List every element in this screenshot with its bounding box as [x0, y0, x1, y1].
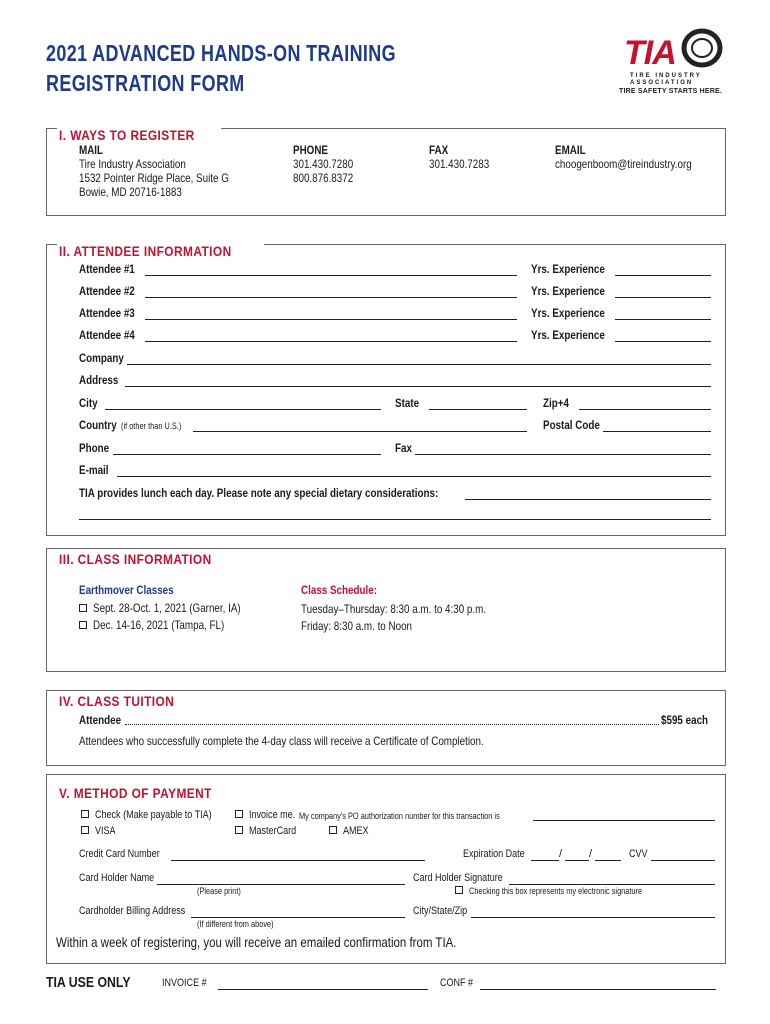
- if-different-note: (If different from above): [197, 919, 274, 929]
- section3-title: III. CLASS INFORMATION: [57, 551, 241, 567]
- attendee-3-field[interactable]: [145, 319, 517, 320]
- mail-block: [79, 143, 262, 199]
- country-note: (if other than U.S.): [121, 421, 182, 431]
- tia-use-only: TIA USE ONLY: [46, 974, 131, 991]
- mail-line1: Tire Industry Association: [79, 157, 186, 171]
- mail-label: MAIL: [79, 143, 104, 157]
- fax-field[interactable]: [415, 454, 711, 455]
- class-1-checkbox[interactable]: [79, 604, 87, 612]
- phone-label: PHONE: [293, 143, 329, 157]
- fax-label: FAX: [429, 143, 449, 157]
- check-label: Check (Make payable to TIA): [95, 809, 212, 821]
- cvv-field[interactable]: [651, 860, 715, 861]
- visa-checkbox[interactable]: [81, 826, 89, 834]
- cvv-label: CVV: [629, 848, 648, 860]
- dietary-label: TIA provides lunch each day. Please note any special dietary considerations:: [79, 486, 439, 500]
- yrs-exp-2-label: Yrs. Experience: [531, 284, 605, 298]
- fax-1: 301.430.7283: [429, 157, 490, 171]
- class-2-checkbox[interactable]: [79, 621, 87, 629]
- zip-label: Zip+4: [543, 396, 569, 410]
- email-label: EMAIL: [555, 143, 586, 157]
- expiration-year-field[interactable]: [595, 860, 621, 861]
- expiration-slash-2: /: [589, 848, 593, 860]
- earthmover-heading: Earthmover Classes: [79, 583, 174, 597]
- please-print-note: (Please print): [197, 886, 241, 896]
- conf-number-field[interactable]: [480, 989, 716, 990]
- mastercard-label: MasterCard: [249, 825, 297, 837]
- invoice-number-field[interactable]: [218, 989, 428, 990]
- phone-1: 301.430.7280: [293, 157, 354, 171]
- attendee-2-field[interactable]: [145, 297, 517, 298]
- mastercard-checkbox[interactable]: [235, 826, 243, 834]
- city-label: City: [79, 396, 98, 410]
- phone-field[interactable]: [113, 454, 381, 455]
- mail-line3: Bowie, MD 20716-1883: [79, 185, 182, 199]
- dietary-field-2[interactable]: [79, 519, 711, 520]
- invoice-checkbox[interactable]: [235, 810, 243, 818]
- company-field[interactable]: [127, 364, 711, 365]
- yrs-exp-3-field[interactable]: [615, 319, 711, 320]
- expiration-slash-1: /: [559, 848, 563, 860]
- section-class-tuition: [46, 690, 726, 766]
- yrs-exp-1-label: Yrs. Experience: [531, 262, 605, 276]
- schedule-line1: Tuesday–Thursday: 8:30 a.m. to 4:30 p.m.: [301, 602, 487, 616]
- city-state-zip-label: City/State/Zip: [413, 905, 468, 917]
- email-field[interactable]: [117, 476, 711, 477]
- conf-number-label: CONF #: [440, 977, 474, 989]
- section-ways-to-register: [46, 128, 726, 216]
- po-note: My company's PO authorization number for this transaction is: [299, 811, 500, 821]
- form-title-line1: 2021 ADVANCED HANDS-ON TRAINING: [46, 40, 397, 66]
- attendee-2-label: Attendee #2: [79, 284, 135, 298]
- mail-line2: 1532 Pointer Ridge Place, Suite G: [79, 171, 229, 185]
- postal-code-field[interactable]: [603, 431, 711, 432]
- section4-title: IV. CLASS TUITION: [57, 693, 197, 709]
- attendee-4-field[interactable]: [145, 341, 517, 342]
- email-1: choogenboom@tireindustry.org: [555, 157, 692, 171]
- country-field[interactable]: [193, 431, 527, 432]
- amex-label: AMEX: [343, 825, 369, 837]
- pay-visa-option[interactable]: [81, 825, 120, 837]
- holder-name-label: Card Holder Name: [79, 872, 155, 884]
- invoice-number-label: INVOICE #: [162, 977, 207, 989]
- pay-invoice-option[interactable]: [235, 809, 305, 821]
- yrs-exp-3-label: Yrs. Experience: [531, 306, 605, 320]
- tia-logo-assoc: [630, 73, 702, 87]
- city-field[interactable]: [105, 409, 381, 410]
- state-label: State: [395, 396, 420, 410]
- pay-amex-option[interactable]: [329, 825, 374, 837]
- yrs-exp-2-field[interactable]: [615, 297, 711, 298]
- address-field[interactable]: [125, 386, 711, 387]
- address-label: Address: [79, 373, 119, 387]
- pay-check-option[interactable]: [81, 809, 237, 821]
- email-block: [555, 143, 722, 171]
- tuition-dot-leader: [125, 724, 659, 725]
- schedule-heading: Class Schedule:: [301, 583, 378, 597]
- zip-field[interactable]: [579, 409, 711, 410]
- section-method-of-payment: [46, 774, 726, 929]
- attendee-1-label: Attendee #1: [79, 262, 135, 276]
- cc-number-field[interactable]: [171, 860, 425, 861]
- confirmation-note: Within a week of registering, you will receive an emailed confirmation from TIA.: [56, 934, 457, 950]
- attendee-3-label: Attendee #3: [79, 306, 135, 320]
- yrs-exp-4-label: Yrs. Experience: [531, 328, 605, 342]
- section1-title: I. WAYS TO REGISTER: [57, 127, 221, 143]
- attendee-4-label: Attendee #4: [79, 328, 135, 342]
- class-1-label: Sept. 28-Oct. 1, 2021 (Garner, IA): [93, 601, 241, 615]
- holder-signature-field[interactable]: [509, 884, 715, 885]
- section5-title: V. METHOD OF PAYMENT: [57, 785, 241, 801]
- phone-block: [293, 143, 366, 185]
- section-class-information: [46, 548, 726, 672]
- tuition-price: $595 each: [661, 713, 709, 727]
- cc-number-label: Credit Card Number: [79, 848, 160, 860]
- tia-logo: [616, 28, 726, 108]
- tia-logo-text: TIA: [624, 34, 676, 72]
- form-title: [46, 38, 495, 98]
- fax-block: [429, 143, 502, 171]
- amex-checkbox[interactable]: [329, 826, 337, 834]
- tia-tagline: TIRE SAFETY STARTS HERE.: [619, 88, 722, 95]
- section2-title: II. ATTENDEE INFORMATION: [57, 243, 264, 259]
- holder-signature-label: Card Holder Signature: [413, 872, 503, 884]
- country-label: Country: [79, 418, 117, 432]
- esig-label: Checking this box represents my electronic signature: [469, 886, 643, 896]
- billing-address-field[interactable]: [191, 917, 405, 918]
- section-attendee-information: [46, 244, 726, 536]
- class-option-2[interactable]: [79, 618, 253, 632]
- pay-mastercard-option[interactable]: [235, 825, 306, 837]
- attendee-1-field[interactable]: [145, 275, 517, 276]
- logo-assoc-line1: TIRE INDUSTRY: [630, 73, 702, 79]
- fax-label: Fax: [395, 441, 412, 455]
- invoice-label: Invoice me.: [249, 809, 296, 821]
- check-checkbox[interactable]: [81, 810, 89, 818]
- tuition-attendee-label: Attendee: [79, 713, 122, 727]
- company-label: Company: [79, 351, 124, 365]
- phone-label: Phone: [79, 441, 110, 455]
- expiration-label: Expiration Date: [463, 848, 525, 860]
- certificate-note: Attendees who successfully complete the 4-day class will receive a Certificate of Completion.: [79, 734, 484, 748]
- email-label: E-mail: [79, 463, 109, 477]
- yrs-exp-1-field[interactable]: [615, 275, 711, 276]
- visa-label: VISA: [95, 825, 116, 837]
- class-2-label: Dec. 14-16, 2021 (Tampa, FL): [93, 618, 225, 632]
- po-number-field[interactable]: [533, 820, 715, 821]
- yrs-exp-4-field[interactable]: [615, 341, 711, 342]
- city-state-zip-field[interactable]: [471, 917, 715, 918]
- expiration-day-field[interactable]: [565, 860, 589, 861]
- class-option-1[interactable]: [79, 601, 273, 615]
- state-field[interactable]: [429, 409, 527, 410]
- expiration-month-field[interactable]: [531, 860, 559, 861]
- esig-checkbox[interactable]: [455, 886, 463, 894]
- esig-option[interactable]: [455, 886, 680, 896]
- schedule-line2: Friday: 8:30 a.m. to Noon: [301, 619, 413, 633]
- form-title-line2: REGISTRATION FORM: [46, 70, 245, 96]
- logo-assoc-line2: ASSOCIATION: [630, 80, 694, 86]
- postal-code-label: Postal Code: [543, 418, 600, 432]
- phone-2: 800.876.8372: [293, 171, 354, 185]
- dietary-field-1[interactable]: [465, 499, 711, 500]
- holder-name-field[interactable]: [157, 884, 405, 885]
- billing-address-label: Cardholder Billing Address: [79, 905, 186, 917]
